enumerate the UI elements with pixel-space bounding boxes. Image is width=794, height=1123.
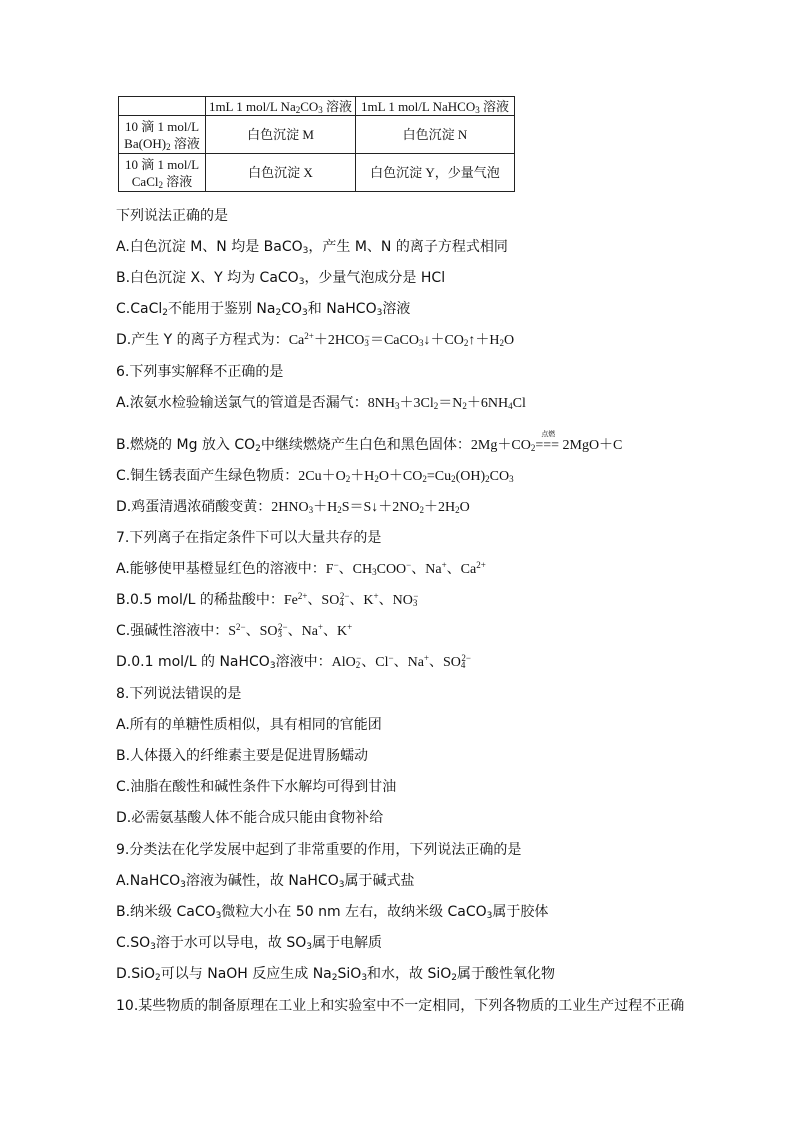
q7-option-d: D.0.1 mol/L 的 NaHCO$_3$溶液中：AlO$_2$−、Cl−、Na+、$SO_4^{2-}$	[116, 653, 471, 671]
q9-stem: 9.分类法在化学发展中起到了非常重要的作用，下列说法正确的是	[116, 842, 522, 858]
q8-option-c: C.油脂在酸性和碱性条件下水解均可得到甘油	[116, 779, 397, 795]
table-corner-cell	[119, 97, 206, 116]
table-header-nahco3: 1mL 1 mol/L NaHCO$_3$ 溶液	[356, 97, 515, 116]
table-row	[119, 116, 515, 154]
q6-stem: 6.下列事实解释不正确的是	[116, 364, 284, 380]
q6-option-b: B.燃烧的 Mg 放入 $CO_2$中继续燃烧产生白色和黑色固体：$2Mg+CO_2$ 点燃 === 2MgO＋C	[116, 430, 623, 454]
q9-option-c: $C.SO_3$溶于水可以导电，故 $SO_3$属于电解质	[116, 935, 382, 952]
q8-option-a: A.所有的单糖性质相似，具有相同的官能团	[116, 717, 382, 733]
q5-option-a: A.白色沉淀 M、N 均是 BaCO$_3$，产生 M、N 的离子方程式相同	[116, 239, 508, 256]
table-header-na2co3: 1mL 1 mol/L $Na_2CO_3$ 溶液	[206, 97, 356, 116]
q9-option-a: A.NaHCO$_3$溶液为碱性，故 NaHCO$_3$属于碱式盐	[116, 873, 415, 890]
table-row-label-cacl2: 10 滴 1 mol/L CaCl$_2$ 溶液	[119, 154, 206, 192]
q9-option-b: B.纳米级 CaCO$_3$微粒大小在 50 nm 左右，故纳米级 CaCO$_3$属于胶体	[116, 904, 549, 921]
table-row-label-baoh2: 10 滴 1 mol/L $Ba(OH)_2$ 溶液	[119, 116, 206, 154]
experiment-table	[118, 96, 515, 192]
table-cell-m: 白色沉淀 M	[206, 116, 356, 154]
q6-option-a: A.浓氨水检验输送氯气的管道是否漏气：$8NH_3+3Cl_2=N_2+6NH_4Cl$	[116, 395, 526, 411]
table-header-row	[119, 97, 515, 116]
table-cell-x: 白色沉淀 X	[206, 154, 356, 192]
q7-stem: 7.下列离子在指定条件下可以大量共存的是	[116, 530, 382, 546]
q6-option-d: D.鸡蛋清遇浓硝酸变黄：$2HNO_3+H_2S=S↓+2NO_2+2H_2O$	[116, 499, 470, 515]
q5-option-c: C.CaCl$_2$不能用于鉴别 $Na_2CO_3$和 NaHCO$_3$溶液	[116, 301, 411, 318]
q5-option-d: D.产生 Y 的离子方程式为：$Ca^{2+}+2HCO_3^-=CaCO_3↓+CO_2↑+H_2O$	[116, 331, 515, 348]
q5-option-b: B.白色沉淀 X、Y 均为 CaCO$_3$，少量气泡成分是 HCl	[116, 270, 446, 287]
q8-stem: 8.下列说法错误的是	[116, 686, 242, 702]
q5-stem: 下列说法正确的是	[116, 208, 228, 224]
q10-stem: 10.某些物质的制备原理在工业上和实验室中不一定相同，下列各物质的工业生产过程不正确	[116, 998, 685, 1014]
reaction-condition-arrow: 点燃 ===	[535, 430, 559, 453]
table-cell-n: 白色沉淀 N	[356, 116, 515, 154]
q7-option-c: C.强碱性溶液中：$S^{2-}$、$SO_3^{2-}$、Na+、K+	[116, 622, 353, 639]
q9-option-d: D.SiO$_2$可以与 NaOH 反应生成 $Na_2SiO_3$和水，故 SiO$_2$属于酸性氧化物	[116, 966, 556, 983]
q7-option-b: B.0.5 mol/L 的稀盐酸中：$Fe^{2+}$、$SO_4^{2-}$、K+、$NO_3^-$	[116, 591, 419, 608]
q7-option-a: A.能够使甲基橙显红色的溶液中：F−、$CH_3COO^-$、Na+、$Ca^{2+}$	[116, 560, 486, 577]
table-row	[119, 154, 515, 192]
table-cell-y: 白色沉淀 Y，少量气泡	[356, 154, 515, 192]
q8-option-b: B.人体摄入的纤维素主要是促进胃肠蠕动	[116, 748, 369, 764]
q6-option-c: C.铜生锈表面产生绿色物质：$2Cu+O_2+H_2O+CO_2=Cu_2(OH)_2CO_3$	[116, 468, 514, 484]
q8-option-d: D.必需氨基酸人体不能合成只能由食物补给	[116, 810, 384, 826]
